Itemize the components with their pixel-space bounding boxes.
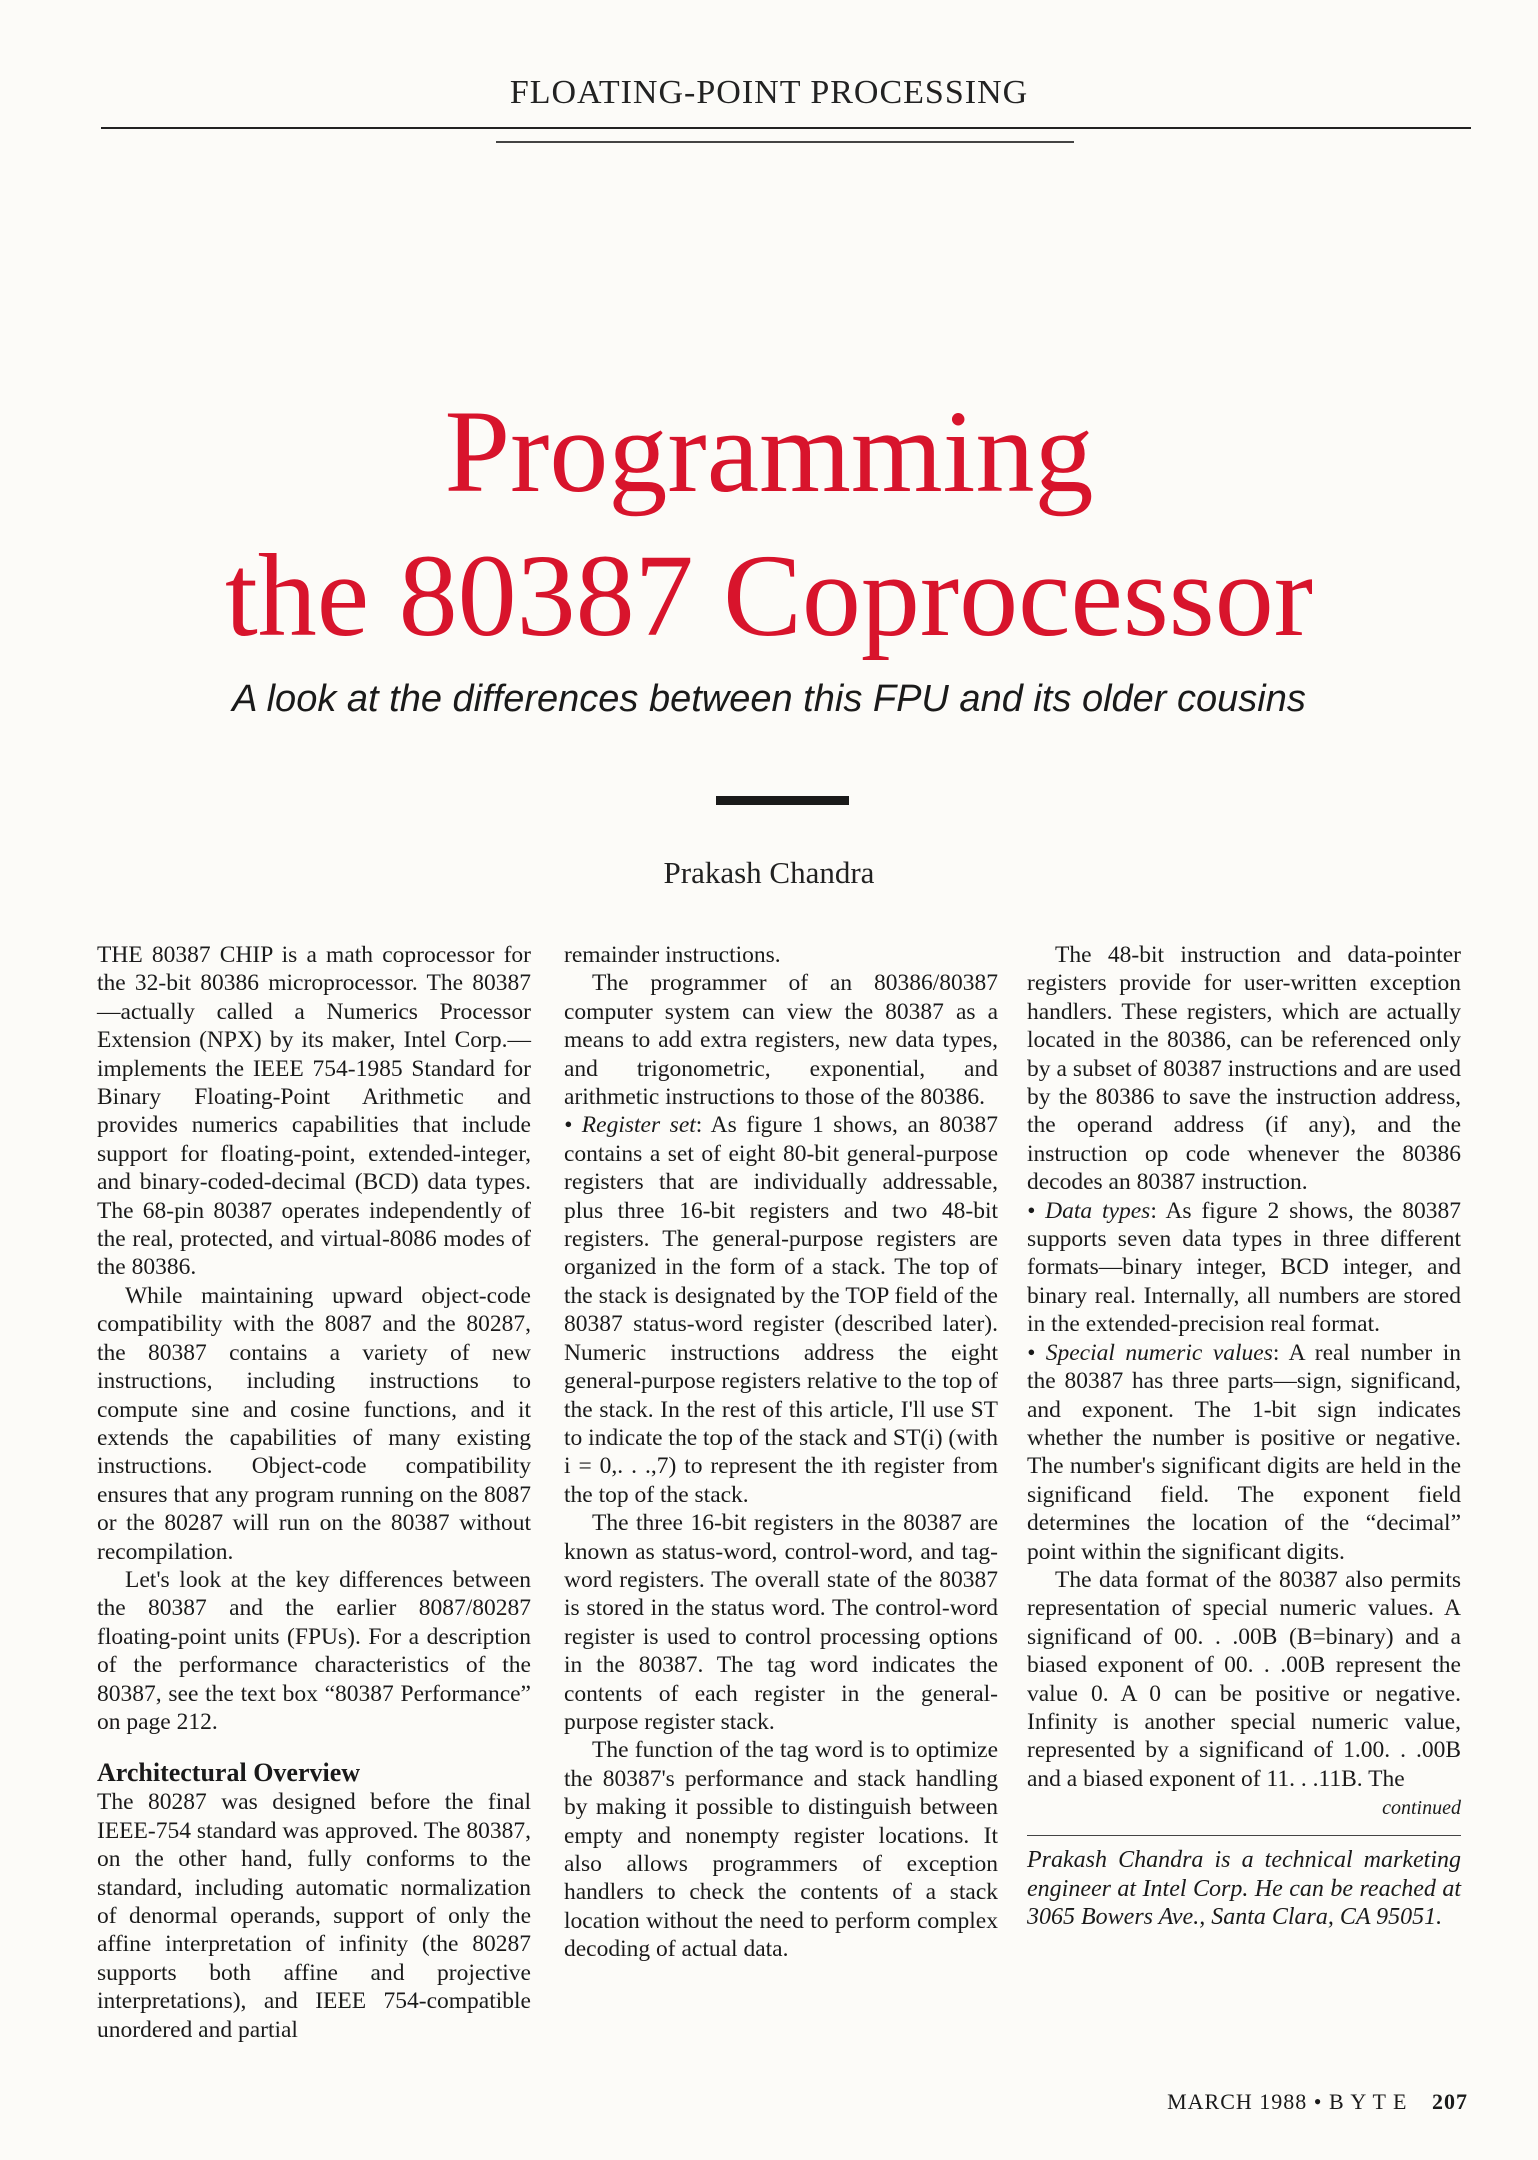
title-line-1: Programming (444, 386, 1094, 517)
paragraph: Let's look at the key differences between the 80387 and the earlier 8087/80287 floating-point units (FPUs). For a description of the performance characteristics of the 80387, see the text box “80387 Performance” on page 212. (97, 1566, 531, 1735)
paragraph: remainder instructions. (564, 942, 781, 968)
paragraph: • Special numeric values: A real number in the 80387 has three parts—sign, significand, and exponent. The 1-bit sign indicates whether the number is positive or negative. The number's significant digits are held in the significand field. The exponent field determines the location of the “decimal” point within the significant digits. (1027, 1339, 1462, 1565)
title-line-2: the 80387 Coprocessor (224, 530, 1314, 661)
paragraph: The three 16-bit registers in the 80387 are known as status-word, control-word, and tag-word registers. The overall state of the 80387 is stored in the status word. The control-word register is used to control processing options in the 80387. The tag word indicates the contents of each register in the general-purpose register stack. (564, 1510, 998, 1735)
title-divider (716, 796, 849, 805)
article-title (0, 380, 1538, 668)
paragraph: The 80287 was designed before the final IEEE-754 standard was approved. The 80387, on the other hand, fully conforms to the standard, including automatic normalization of denormal operands, support of only the affine interpretation of infinity (the 80287 supports both affine and projective interpretations), and IEEE 754-compatible unordered and partial (97, 1789, 531, 2043)
page-footer (1167, 2089, 1468, 2115)
column-3 (1027, 941, 1461, 1932)
paragraph: The function of the tag word is to optimize the 80387's performance and stack handling by making it possible to distinguish between empty and nonempty register locations. It also allows programmers of exception handlers to check the contents of a stack location without the need to perform complex decoding of actual data. (564, 1737, 998, 1963)
paragraph: • Register set: As figure 1 shows, an 80387 contains a set of eight 80-bit general-purpose registers that are individually addressable, plus three 16-bit registers and two 48-bit registers. The general-purpose registers are organized in the form of a stack. The top of the stack is designated by the TOP field of the 80387 status-word register (described later). Numeric instructions address the eight general-purpose registers relative to the top of the stack. In the rest of this article, I'll use ST to indicate the top of the stack and ST(i) (with i = 0,. . .,7) to represent the ith register from the top of the stack. (564, 1112, 998, 1508)
column-2 (564, 941, 998, 1964)
header-rule (101, 127, 1471, 129)
term: • Register set (564, 1112, 696, 1139)
paragraph: The programmer of an 80386/80387 computer system can view the 80387 as a means to add extra registers, new data types, and trigonometric, exponential, and arithmetic instructions to those of the 80386. (564, 970, 998, 1111)
paragraph: The data format of the 80387 also permits representation of special numeric values. A significand of 00. . .00B (B=binary) and a biased exponent of 00. . .00B represent the value 0. A 0 can be positive or negative. Infinity is another special numeric value, represented by a significand of 1.00. . .00B and a biased exponent of 11. . .11B. The (1027, 1566, 1461, 1792)
issue-label: MARCH 1988 • B Y T E (1167, 2089, 1408, 2114)
paragraph: While maintaining upward object-code compatibility with the 8087 and the 80287, the 80387 contains a variety of new instructions, including instructions to compute sine and cosine functions, and it extends the capabilities of many existing instructions. Object-code compatibility ensures that any program running on the 8087 or the 80287 will run on the 80387 without recompilation. (97, 1282, 531, 1565)
paragraph: • Data types: As figure 2 shows, the 80387 supports seven data types in three different formats—binary integer, BCD integer, and binary real. Internally, all numbers are stored in the extended-precision real format. (1027, 1197, 1461, 1338)
paragraph: THE 80387 CHIP is a math coprocessor for the 32-bit 80386 microprocessor. The 80387—actually called a Numerics Processor Extension (NPX) by its maker, Intel Corp.—implements the IEEE 754-1985 Standard for Binary Floating-Point Arithmetic and provides numerics capabilities that include support for floating-point, extended-integer, and binary-coded-decimal (BCD) data types. The 68-pin 80387 operates independently of the real, protected, and virtual-8086 modes of the 80386. (97, 942, 531, 1281)
author-byline: Prakash Chandra (663, 855, 875, 890)
term: • Special numeric values (1027, 1339, 1273, 1366)
section-heading: Architectural Overview (97, 1758, 361, 1788)
section-header: FLOATING-POINT PROCESSING (509, 74, 1029, 111)
column-1 (97, 941, 531, 2044)
article-subtitle: A look at the differences between this FPU and its older cousins (232, 678, 1306, 720)
header-subrule (496, 141, 1074, 143)
page-number: 207 (1432, 2089, 1468, 2114)
continued-label: continued (1382, 1797, 1461, 1820)
bio-divider (1027, 1835, 1461, 1836)
paragraph: The 48-bit instruction and data-pointer registers provide for user-written exception handlers. These registers, which are actually located in the 80386, can be referenced only by a subset of 80387 instructions and are used by the 80386 to save the instruction address, the operand address (if any), and the instruction op code whenever the 80386 decodes an 80387 instruction. (1027, 942, 1461, 1196)
term: • Data types (1027, 1197, 1151, 1224)
author-bio: Prakash Chandra is a technical marketing engineer at Intel Corp. He can be reached at 3065 Bowers Ave., Santa Clara, CA 95051. (1027, 1847, 1461, 1931)
